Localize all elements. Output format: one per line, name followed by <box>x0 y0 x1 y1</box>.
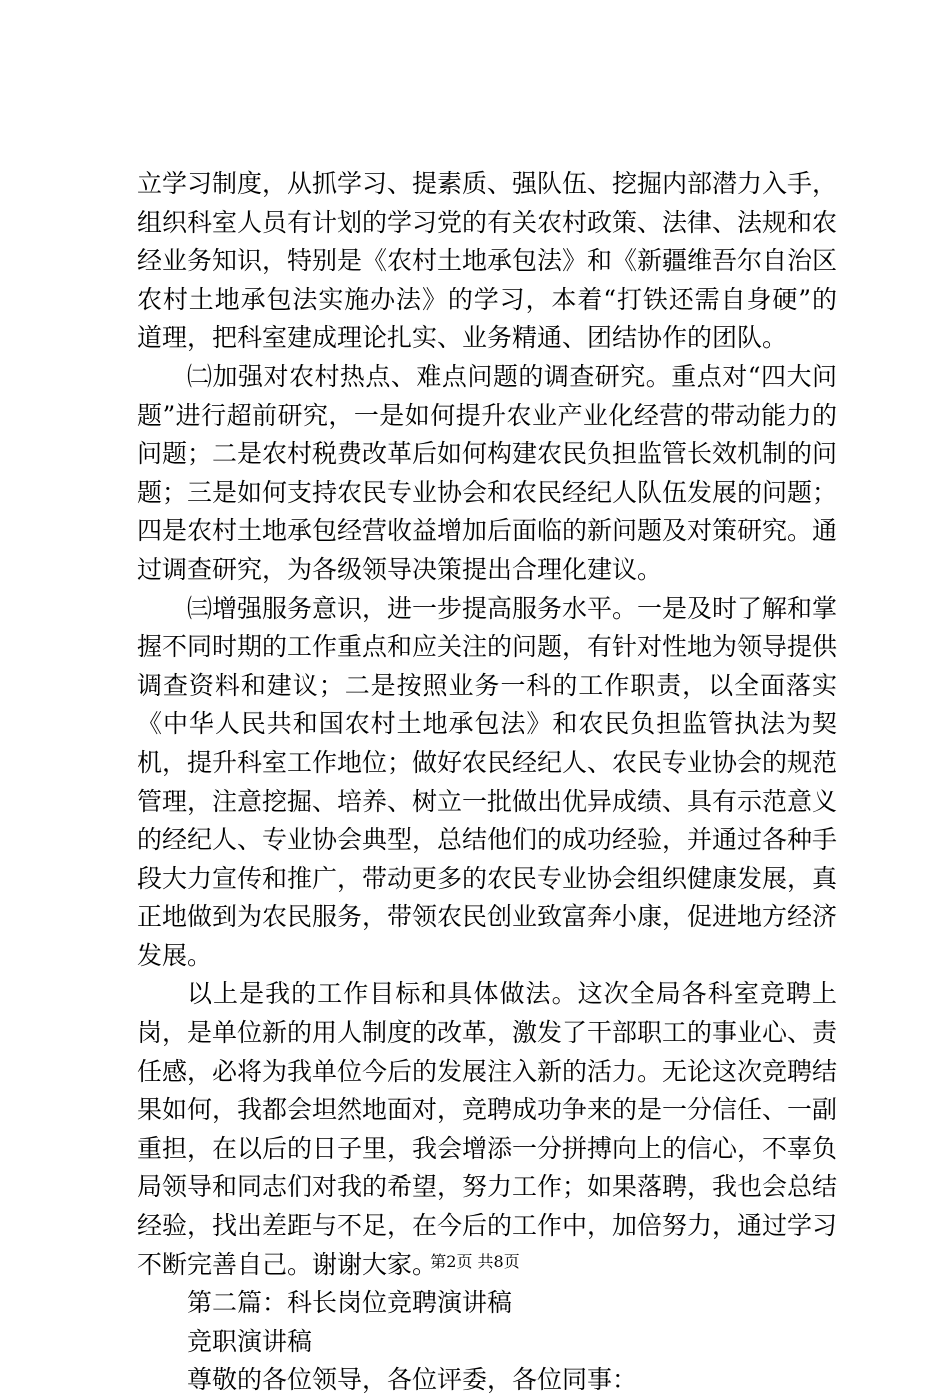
speech-title: 竞职演讲稿 <box>187 1326 313 1356</box>
paragraph-conclusion: 以上是我的工作目标和具体做法。这次全局各科室竞聘上岗，是单位新的用人制度的改革，激发了干部职工的事业心、责任感，必将为我单位今后的发展注入新的活力。无论这次竞聘结果如何，我都会坦然地面对，竞聘成功争来的是一分信任、一副重担，在以后的日子里，我会增添一分拼搏向上的信心，不辜负局领导和同志们对我的希望，努力工作；如果落聘，我也会总结经验，找出差距与不足，在今后的工作中，加倍努力，通过学习不断完善自己。谢谢大家。 <box>137 979 838 1279</box>
paragraph-continuation: 立学习制度，从抓学习、提素质、强队伍、挖掘内部潜力入手，组织科室人员有计划的学习党的有关农村政策、法律、法规和农经业务知识，特别是《农村土地承包法》和《新疆维吾尔自治区农村土地承包法实施办法》的学习，本着“打铁还需自身硬”的道理，把科室建成理论扎实、业务精通、团结协作的团队。 <box>137 169 838 353</box>
section-title: 第二篇：科长岗位竞聘演讲稿 <box>187 1288 513 1318</box>
salutation: 尊敬的各位领导，各位评委，各位同事： <box>187 1365 638 1395</box>
document-body <box>137 165 837 1400</box>
paragraph-research: ㈡加强对农村热点、难点问题的调查研究。重点对“四大问题”进行超前研究，一是如何提升农业产业化经营的带动能力的问题；二是农村税费改革后如何构建农民负担监管长效机制的问题；三是如何支持农民专业协会和农民经纪人队伍发展的问题；四是农村土地承包经营收益增加后面临的新问题及对策研究。通过调查研究，为各级领导决策提出合理化建议。 <box>137 361 838 584</box>
paragraph-service: ㈢增强服务意识，进一步提高服务水平。一是及时了解和掌握不同时期的工作重点和应关注的问题，有针对性地为领导提供调查资料和建议；二是按照业务一科的工作职责，以全面落实《中华人民共和国农村土地承包法》和农民负担监管执法为契机，提升科室工作地位；做好农民经纪人、农民专业协会的规范管理，注意挖掘、培养、树立一批做出优异成绩、具有示范意义的经纪人、专业协会典型，总结他们的成功经验，并通过各种手段大力宣传和推广，带动更多的农民专业协会组织健康发展，真正地做到为农民服务，带领农民创业致富奔小康，促进地方经济发展。 <box>137 593 838 970</box>
page-number-footer: 第2页 共8页 <box>430 1252 520 1271</box>
